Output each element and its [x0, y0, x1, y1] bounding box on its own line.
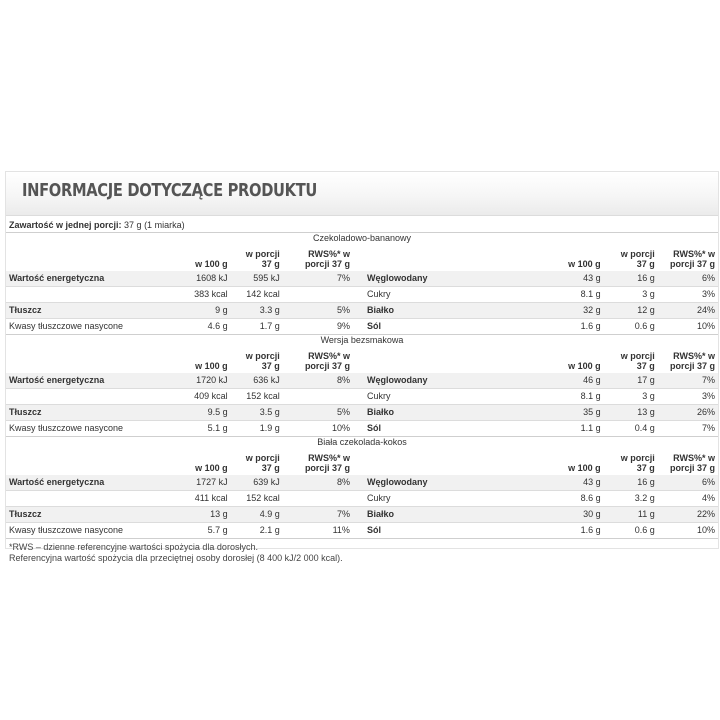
value-rws: 10% — [658, 319, 718, 335]
value-porcja: 152 kcal — [231, 491, 283, 507]
empty-cell — [6, 345, 178, 373]
nutrient-label — [6, 287, 178, 303]
header-rws-text: RWS%* w — [308, 249, 350, 259]
footnote-rws: *RWS – dzienne referencyjne wartości spożycia dla dorosłych. — [9, 542, 258, 552]
value-w100: 8.1 g — [547, 389, 603, 405]
section-title: Biała czekolada-kokos — [317, 437, 407, 447]
page-title: INFORMACJE DOTYCZĄCE PRODUKTU — [22, 181, 318, 201]
header-w100-text: w 100 g — [195, 259, 228, 269]
value-porcja: 639 kJ — [231, 475, 283, 491]
column-header-row — [6, 243, 718, 271]
table-row — [6, 507, 718, 523]
value-rws: 26% — [658, 405, 718, 421]
value-rws: 7% — [283, 271, 353, 287]
value-porcja: 595 kJ — [231, 271, 283, 287]
nutrient-label: Kwasy tłuszczowe nasycone — [6, 319, 178, 335]
value-w100: 8.1 g — [547, 287, 603, 303]
header-porcja-text: 37 g — [261, 259, 280, 269]
value-w100: 5.7 g — [178, 523, 230, 539]
header-porcja — [604, 345, 658, 373]
header-w100 — [178, 243, 230, 271]
value-porcja: 3.3 g — [231, 303, 283, 319]
table-row — [6, 287, 718, 303]
nutrient-label: Wartość energetyczna — [6, 271, 178, 287]
value-porcja: 0.4 g — [604, 421, 658, 437]
header-porcja — [231, 243, 283, 271]
value-w100: 1.6 g — [547, 319, 603, 335]
value-porcja: 636 kJ — [231, 373, 283, 389]
nutrient-label: Białko — [353, 303, 548, 319]
portion-info — [6, 216, 718, 232]
value-rws: 7% — [283, 507, 353, 523]
value-w100: 4.6 g — [178, 319, 230, 335]
header-w100-text: w 100 g — [568, 463, 601, 473]
header-porcja-text: 37 g — [636, 463, 655, 473]
table-row — [6, 271, 718, 287]
header-porcja-text: w porcji — [620, 249, 655, 259]
value-w100: 46 g — [547, 373, 603, 389]
section-title: Czekoladowo-bananowy — [312, 233, 412, 243]
value-porcja: 3.5 g — [231, 405, 283, 421]
value-porcja: 1.7 g — [231, 319, 283, 335]
header-w100-text: w 100 g — [568, 259, 601, 269]
value-w100: 1720 kJ — [178, 373, 230, 389]
value-porcja: 0.6 g — [604, 523, 658, 539]
value-porcja: 152 kcal — [231, 389, 283, 405]
header-w100 — [547, 243, 603, 271]
header-porcja-text: 37 g — [636, 259, 655, 269]
value-rws: 3% — [658, 287, 718, 303]
panel-header — [6, 172, 718, 216]
nutrition-section — [6, 232, 718, 334]
value-w100: 383 kcal — [178, 287, 230, 303]
nutrient-label: Wartość energetyczna — [6, 475, 178, 491]
table-row — [6, 373, 718, 389]
header-w100 — [547, 447, 603, 475]
value-porcja: 4.9 g — [231, 507, 283, 523]
value-porcja: 16 g — [604, 271, 658, 287]
footnotes — [6, 538, 718, 564]
value-w100: 43 g — [547, 475, 603, 491]
value-rws: 4% — [658, 491, 718, 507]
value-porcja: 12 g — [604, 303, 658, 319]
footnote-reference: Referencyjna wartość spożycia dla przeciętnej osoby dorosłej (8 400 kJ/2 000 kcal). — [9, 553, 343, 563]
value-porcja: 1.9 g — [231, 421, 283, 437]
header-rws-text: porcji 37 g — [304, 361, 350, 371]
header-rws — [283, 243, 353, 271]
nutrient-label: Węglowodany — [353, 271, 548, 287]
value-rws: 6% — [658, 475, 718, 491]
value-w100: 9.5 g — [178, 405, 230, 421]
value-rws: 8% — [283, 475, 353, 491]
value-w100: 1.6 g — [547, 523, 603, 539]
value-w100: 409 kcal — [178, 389, 230, 405]
nutrient-label: Białko — [353, 507, 548, 523]
value-w100: 411 kcal — [178, 491, 230, 507]
value-w100: 9 g — [178, 303, 230, 319]
header-w100-text: w 100 g — [195, 463, 228, 473]
value-w100: 35 g — [547, 405, 603, 421]
value-w100: 43 g — [547, 271, 603, 287]
value-rws: 7% — [658, 421, 718, 437]
header-rws-text: RWS%* w — [673, 249, 715, 259]
header-rws-text: porcji 37 g — [669, 463, 715, 473]
value-w100: 30 g — [547, 507, 603, 523]
value-rws: 5% — [283, 405, 353, 421]
portion-label: Zawartość w jednej porcji: — [9, 220, 122, 230]
nutrient-label: Sól — [353, 421, 548, 437]
column-header-row — [6, 447, 718, 475]
nutrient-label: Węglowodany — [353, 475, 548, 491]
header-w100-text: w 100 g — [568, 361, 601, 371]
value-rws: 8% — [283, 373, 353, 389]
header-porcja — [231, 345, 283, 373]
value-porcja: 3 g — [604, 287, 658, 303]
value-porcja: 16 g — [604, 475, 658, 491]
value-rws: 7% — [658, 373, 718, 389]
nutrition-sections — [6, 232, 718, 538]
header-porcja-text: w porcji — [620, 453, 655, 463]
header-porcja-text: 37 g — [636, 361, 655, 371]
value-rws — [283, 389, 353, 405]
table-row — [6, 319, 718, 335]
nutrient-label: Sól — [353, 523, 548, 539]
header-w100 — [178, 345, 230, 373]
nutrient-label: Kwasy tłuszczowe nasycone — [6, 421, 178, 437]
header-porcja — [604, 243, 658, 271]
header-rws — [658, 447, 718, 475]
value-porcja: 17 g — [604, 373, 658, 389]
value-porcja: 142 kcal — [231, 287, 283, 303]
table-row — [6, 303, 718, 319]
column-header-row — [6, 345, 718, 373]
nutrition-section — [6, 436, 718, 538]
header-rws-text: RWS%* w — [673, 453, 715, 463]
nutrient-label — [6, 491, 178, 507]
empty-cell — [353, 243, 548, 271]
nutrient-label: Kwasy tłuszczowe nasycone — [6, 523, 178, 539]
nutrition-table — [6, 243, 718, 334]
product-info-panel — [5, 171, 719, 563]
header-rws-text: RWS%* w — [673, 351, 715, 361]
value-rws: 5% — [283, 303, 353, 319]
header-porcja-text: 37 g — [261, 463, 280, 473]
header-porcja — [604, 447, 658, 475]
table-row — [6, 491, 718, 507]
nutrient-label: Tłuszcz — [6, 303, 178, 319]
nutrient-label: Cukry — [353, 491, 548, 507]
empty-cell — [353, 447, 548, 475]
nutrient-label: Sól — [353, 319, 548, 335]
value-rws: 10% — [283, 421, 353, 437]
header-rws — [283, 345, 353, 373]
header-rws — [283, 447, 353, 475]
header-w100-text: w 100 g — [195, 361, 228, 371]
header-porcja-text: w porcji — [620, 351, 655, 361]
value-w100: 32 g — [547, 303, 603, 319]
value-w100: 8.6 g — [547, 491, 603, 507]
value-w100: 13 g — [178, 507, 230, 523]
table-row — [6, 475, 718, 491]
header-rws — [658, 345, 718, 373]
empty-cell — [6, 243, 178, 271]
section-title: Wersja bezsmakowa — [320, 335, 404, 345]
nutrient-label: Węglowodany — [353, 373, 548, 389]
value-rws — [283, 287, 353, 303]
portion-value: 37 g (1 miarka) — [124, 220, 185, 230]
value-rws: 24% — [658, 303, 718, 319]
value-rws: 10% — [658, 523, 718, 539]
header-porcja-text: w porcji — [245, 249, 280, 259]
empty-cell — [6, 447, 178, 475]
empty-cell — [353, 345, 548, 373]
value-w100: 1727 kJ — [178, 475, 230, 491]
nutrient-label — [6, 389, 178, 405]
header-porcja-text: w porcji — [245, 453, 280, 463]
nutrient-label: Białko — [353, 405, 548, 421]
header-w100 — [547, 345, 603, 373]
value-porcja: 13 g — [604, 405, 658, 421]
table-row — [6, 523, 718, 539]
value-rws: 9% — [283, 319, 353, 335]
value-w100: 1608 kJ — [178, 271, 230, 287]
header-porcja-text: w porcji — [245, 351, 280, 361]
header-rws-text: porcji 37 g — [304, 463, 350, 473]
value-w100: 1.1 g — [547, 421, 603, 437]
value-porcja: 11 g — [604, 507, 658, 523]
value-rws — [283, 491, 353, 507]
value-porcja: 0.6 g — [604, 319, 658, 335]
table-row — [6, 389, 718, 405]
nutrition-table — [6, 345, 718, 436]
header-rws-text: porcji 37 g — [304, 259, 350, 269]
value-porcja: 3 g — [604, 389, 658, 405]
value-porcja: 2.1 g — [231, 523, 283, 539]
nutrient-label: Cukry — [353, 287, 548, 303]
nutrition-section — [6, 334, 718, 436]
nutrient-label: Wartość energetyczna — [6, 373, 178, 389]
table-row — [6, 421, 718, 437]
header-w100 — [178, 447, 230, 475]
nutrient-label: Cukry — [353, 389, 548, 405]
header-porcja-text: 37 g — [261, 361, 280, 371]
table-row — [6, 405, 718, 421]
value-w100: 5.1 g — [178, 421, 230, 437]
value-rws: 11% — [283, 523, 353, 539]
header-rws-text: RWS%* w — [308, 351, 350, 361]
nutrition-table — [6, 447, 718, 538]
value-rws: 6% — [658, 271, 718, 287]
nutrient-label: Tłuszcz — [6, 507, 178, 523]
header-rws-text: RWS%* w — [308, 453, 350, 463]
value-rws: 3% — [658, 389, 718, 405]
header-rws-text: porcji 37 g — [669, 361, 715, 371]
header-rws — [658, 243, 718, 271]
nutrient-label: Tłuszcz — [6, 405, 178, 421]
value-porcja: 3.2 g — [604, 491, 658, 507]
value-rws: 22% — [658, 507, 718, 523]
header-porcja — [231, 447, 283, 475]
header-rws-text: porcji 37 g — [669, 259, 715, 269]
